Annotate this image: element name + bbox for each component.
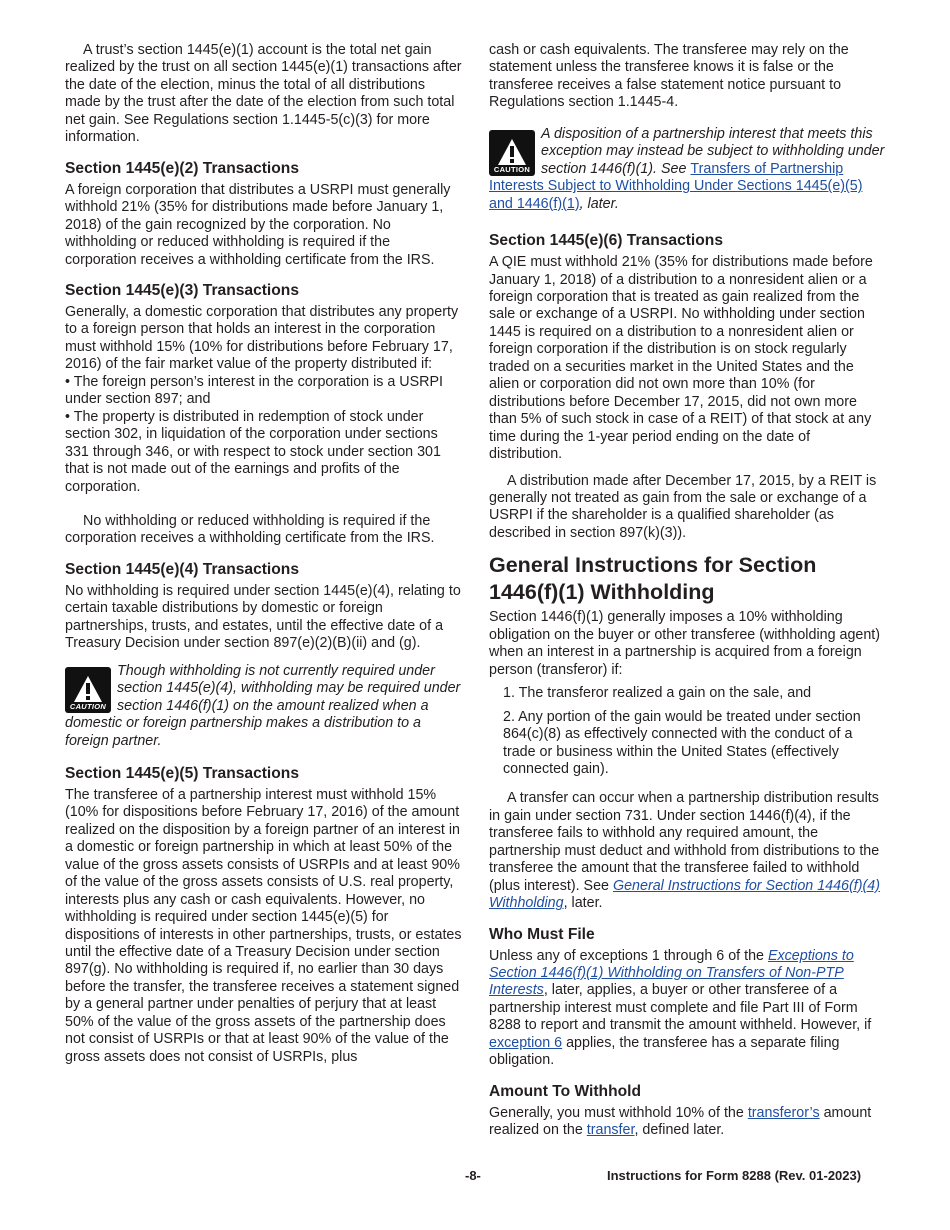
caution-note: [489, 126, 887, 213]
left-column: [65, 42, 463, 1075]
text: Unless any of exceptions 1 through 6 of the: [489, 947, 768, 964]
section-heading: Section 1445(e)(3) Transactions: [65, 281, 299, 299]
text: A transfer can occur when a partnership distribution results in gain under section 731. Under section 1446(f)(4), if the transferee fails to withhold any required amount, the partnership must deduct and withhold from distributions to the transferee the amount that the transferee failed to withhold (plus interest). See: [489, 790, 880, 894]
section-heading: Section 1445(e)(2) Transactions: [65, 159, 299, 177]
paragraph: cash or cash equivalents. The transferee may rely on the statement unless the transferee knows it is false or the transferee receives a false statement notice pursuant to Regulations section 1.1445-4.: [489, 42, 849, 111]
list-item: 2. Any portion of the gain would be treated under section 864(c)(8) as effectively connected with the conduct of a trade or business within the United States (effectively connected gain).: [503, 708, 861, 777]
paragraph: Generally, a domestic corporation that distributes any property to a foreign person that holds an interest in the corporation must withhold 15% (10% for distributions before February 17, 2016) of the fair market value of the property distributed if:: [65, 303, 459, 373]
caution-label: CAUTION: [69, 701, 107, 711]
list-item: • The property is distributed in redemption of stock under section 302, in liquidation of the corporation under sections 331 through 346, or with respect to stock under section 301 that is not made out of the earnings and profits of the corporation.: [65, 408, 441, 495]
paragraph: A trust’s section 1445(e)(1) account is the total net gain realized by the trust on all section 1445(e)(1) transactions after the date of the election, minus the total of all distributions made by the trust after the date of the election from such total net gain. See Regulations section 1.1445-5(c)(3) for more information.: [65, 42, 462, 146]
form-title-footer: Instructions for Form 8288 (Rev. 01-2023): [607, 1168, 862, 1183]
list-item: 1. The transferor realized a gain on the sale, and: [503, 685, 812, 702]
text: , later.: [563, 895, 603, 912]
general-instructions-1446f4-link[interactable]: General Instructions for Section 1446(f)(4) Withholding: [489, 877, 880, 912]
section-heading: Who Must File: [489, 925, 595, 943]
paragraph: A QIE must withhold 21% (35% for distributions made before January 1, 2018) of a distribution to a nonresident alien or a foreign corporation that is treated as gain realized from the sale or exchange of a USRPI. No withholding under section 1445 is required on a distribution to a nonresident alien or foreign corporation if the distribution is on stock regularly traded on a securities market in the United States and the alien or corporation did not own more than 10% (for distributions before December 17, 2015, did not own more than 5% of such stock in case of a REIT) of that stock at any time during the 1-year period ending on the date of distribution.: [489, 254, 873, 463]
exceptions-link[interactable]: Exceptions to Section 1446(f)(1) Withholding on Transfers of Non-PTP Interests: [489, 947, 854, 999]
section-heading: Amount To Withhold: [489, 1082, 641, 1100]
exception-6-link[interactable]: exception 6: [489, 1034, 563, 1051]
caution-icon: [489, 130, 535, 176]
text: amount realized on the: [489, 1104, 872, 1139]
caution-icon: [65, 667, 111, 713]
paragraph: No withholding is required under section 1445(e)(4), relating to certain taxable distributions by domestic or foreign partnerships, trusts, and estates, until the effective date of a Treasury Decision under section 897(e)(2)(B)(ii) and (g).: [65, 582, 461, 652]
section-heading: Section 1445(e)(5) Transactions: [65, 764, 299, 782]
text: , defined later.: [634, 1122, 725, 1139]
paragraph: [489, 948, 887, 1070]
transfers-partnership-interests-link[interactable]: Transfers of Partnership Interests Subject to Withholding Under Sections 1445(e)(5) and 1446(f)(1): [489, 160, 863, 212]
paragraph: A distribution made after December 17, 2015, by a REIT is generally not treated as gain from the sale or exchange of a USRPI if the shareholder is a qualified shareholder (as described in section 897(k)(3)).: [489, 472, 877, 541]
transferor-link[interactable]: transferor’s: [747, 1104, 820, 1121]
list-item-text: The foreign person’s interest in the corporation is a USRPI under section 897; and: [65, 373, 443, 408]
caution-label: CAUTION: [493, 164, 531, 174]
list-item-text: The property is distributed in redemption of stock under section 302, in liquidation of the corporation under sections 331 through 346, or with respect to stock under section 301 that is not made out of the earnings and profits of the corporation.: [65, 408, 441, 495]
bullet-list: [65, 374, 463, 496]
numbered-list: [489, 685, 887, 778]
caution-text: , later.: [579, 195, 619, 212]
section-heading: Section 1445(e)(6) Transactions: [489, 232, 723, 250]
paragraph: The transferee of a partnership interest must withhold 15% (10% for dispositions before February 17, 2016) of the amount realized on the disposition by a foreign partner of an interest in a domestic or foreign partnership in which at least 50% of the value of the gross assets consists of USRPIs and at least 90% of the value of the gross assets consists of U.S. real property, interests plus any cash or cash equivalents. However, no withholding is required under section 1445(e)(5) for dispositions of interests in other partnerships, trusts, or estates until the effective date of a Treasury Decision under section 897(g). No withholding is required if, no earlier than 30 days before the transfer, the transferee receives a statement signed by a general partner under penalties of perjury that at least 50% of the value of the gross assets of the partnership does not consist of USRPIs or that at least 90% of the value of the gross assets does not consist of USRPIs, plus: [65, 786, 462, 1065]
text: , later, applies, a buyer or other transferee of a partnership interest must complete and file Part III of Form 8288 to report and transmit the amount withheld. However, if: [489, 982, 872, 1034]
major-heading: General Instructions for Section 1446(f)(1) Withholding: [489, 553, 817, 605]
paragraph: A foreign corporation that distributes a USRPI must generally withhold 21% (35% for distributions made before January 1, 2018) of the gain recognized by the corporation. No withholding or reduced withholding is required if the corporation receives a withholding certificate from the IRS.: [65, 181, 451, 268]
caution-note: [65, 663, 463, 750]
paragraph: Section 1446(f)(1) generally imposes a 10% withholding obligation on the buyer or other transferee (withholding agent) when an interest in a partnership is acquired from a foreign person (transferor) if:: [489, 609, 881, 678]
paragraph: No withholding or reduced withholding is required if the corporation receives a withholding certificate from the IRS.: [65, 512, 435, 547]
transfer-link[interactable]: transfer: [586, 1122, 635, 1139]
right-column: [489, 42, 887, 1149]
text: Generally, you must withhold 10% of the: [489, 1104, 748, 1121]
text: applies, the transferee has a separate filing obligation.: [489, 1034, 840, 1069]
page-number: -8-: [465, 1168, 481, 1183]
caution-text: A disposition of a partnership interest that meets this exception may instead be subject to withholding under section 1446(f)(1). See: [541, 125, 885, 177]
paragraph: [489, 1105, 887, 1140]
caution-text: Though withholding is not currently required under section 1445(e)(4), withholding may be required under section 1446(f)(1) on the amount realized when a domestic or foreign partnership makes a distribution to a foreign partner.: [65, 662, 461, 749]
section-heading: Section 1445(e)(4) Transactions: [65, 560, 299, 578]
paragraph: [489, 790, 887, 912]
list-item: • The foreign person’s interest in the corporation is a USRPI under section 897; and: [65, 373, 443, 408]
